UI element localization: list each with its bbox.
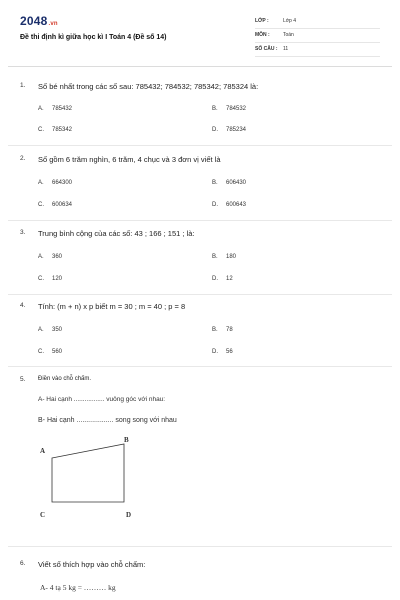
meta-value: Lớp 4 [283,18,297,24]
option-b[interactable]: B. 606430 [212,180,247,186]
meta-row-count [255,42,380,57]
question-number: 4. [20,302,26,309]
question-divider [8,220,392,221]
question-number: 2. [20,155,26,162]
option-d[interactable]: D. 12 [212,276,233,282]
fill-blank-line-a[interactable]: A- 4 tạ 5 kg = ……… kg [40,583,116,592]
option-d[interactable]: D. 600643 [212,202,247,208]
document-title: Đề thi định kì giữa học kì I Toán 4 (Đề số 14) [20,34,167,41]
option-c[interactable]: C. 600634 [38,202,73,208]
option-a[interactable]: A. 785432 [38,106,73,112]
question-divider [8,294,392,295]
option-a[interactable]: A. 360 [38,254,63,260]
question-number: 6. [20,560,26,567]
quadrilateral-shape [52,444,124,502]
option-b[interactable]: B. 180 [212,254,237,260]
question-divider [8,366,392,367]
option-c[interactable]: C. 120 [38,276,63,282]
meta-label: LỚP : [255,18,269,24]
option-a[interactable]: A. 664300 [38,180,73,186]
meta-value: 11 [283,46,289,52]
question-text: Trung bình cộng của các số: 43 ; 166 ; 151 ; là: [38,229,195,238]
meta-label: MÔN : [255,32,270,38]
meta-row-subject [255,28,380,43]
question-number: 1. [20,82,26,89]
option-a[interactable]: A. 350 [38,327,63,333]
question-text: Số bé nhất trong các số sau: 785432; 784532; 785342; 785324 là: [38,82,259,91]
vertex-label-c: C [40,511,46,519]
question-text: Viết số thích hợp vào chỗ chấm: [38,560,146,569]
question-divider [8,145,392,146]
option-b[interactable]: B. 78 [212,327,233,333]
option-c[interactable]: C. 785342 [38,127,73,133]
question-divider [8,546,392,547]
option-d[interactable]: D. 785234 [212,127,247,133]
option-d[interactable]: D. 56 [212,349,233,355]
meta-row-class [255,14,380,29]
meta-label: SỐ CÂU : [255,46,278,52]
vertex-label-b: B [124,436,129,444]
site-logo[interactable]: 2048.vn [20,14,58,28]
vertex-label-a: A [40,447,46,455]
option-b[interactable]: B. 784532 [212,106,247,112]
question-number: 3. [20,229,26,236]
question-number: 5. [20,376,26,383]
fill-blank-line-b[interactable]: B- Hai cạnh ................... song song với nhau [38,417,177,424]
fill-blank-line-a[interactable]: A- Hai cạnh ................. vuông góc với nhau: [38,396,166,403]
question-text: Tính: (m + n) x p biết m = 30 ; m = 40 ; p = 8 [38,302,186,311]
option-c[interactable]: C. 560 [38,349,63,355]
meta-value: Toán [283,32,294,38]
question-text: Điền vào chỗ chấm. [38,376,92,382]
question-text: Số gồm 6 trăm nghìn, 6 trăm, 4 chục và 3 đơn vị viết là [38,155,221,164]
header-divider [8,66,392,67]
vertex-label-d: D [126,511,132,519]
